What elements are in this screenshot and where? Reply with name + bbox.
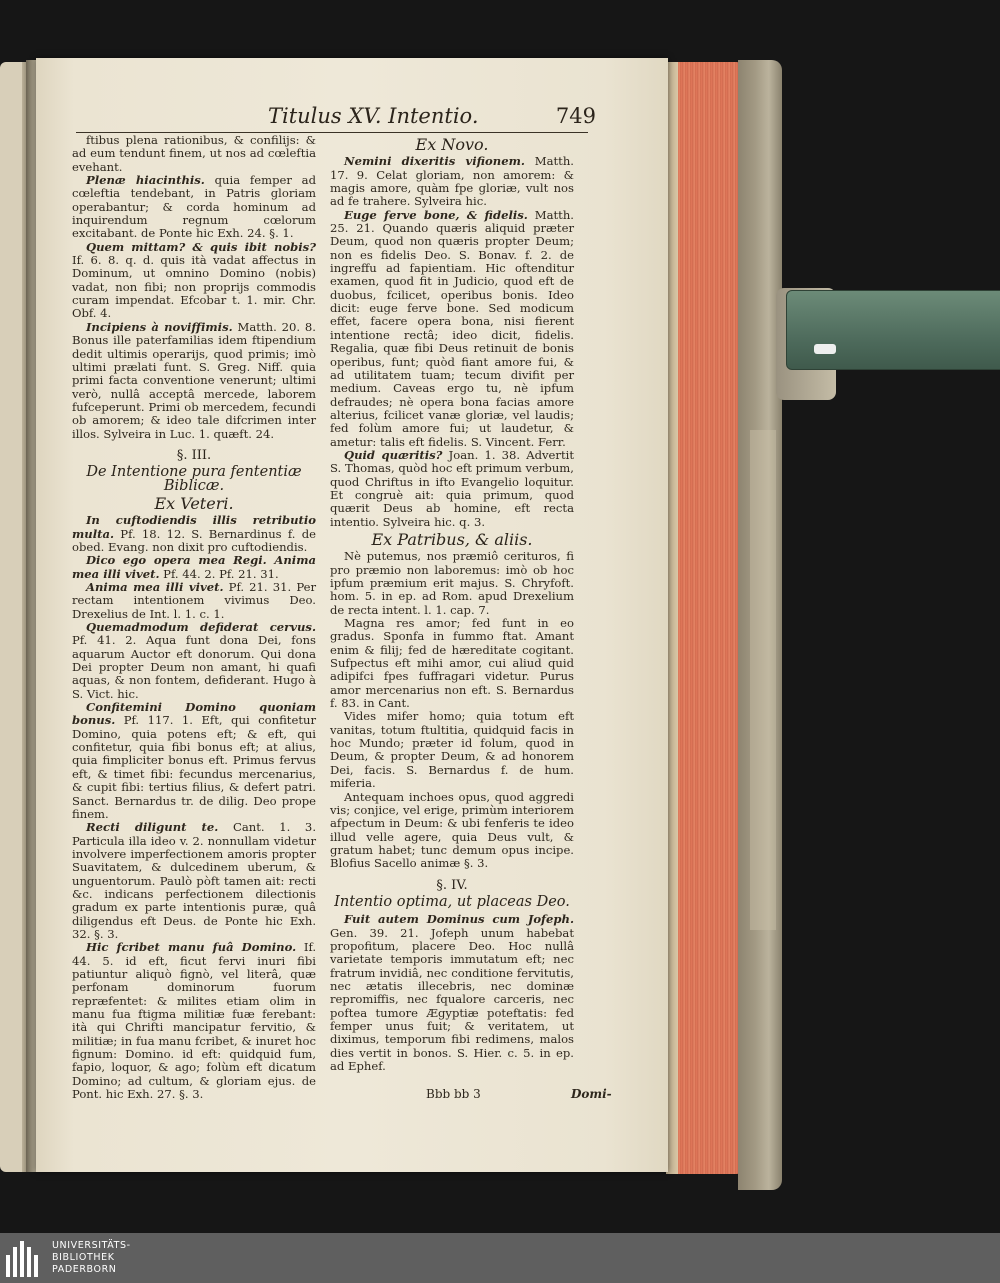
section-heading: De Intentione pura fententiæ Biblicæ. (86, 464, 302, 494)
paragraph (72, 941, 316, 1101)
clasp-hole (814, 344, 836, 354)
library-banner (0, 1233, 1000, 1283)
paragraph (72, 241, 316, 321)
scripture-lemma: Anima mea illi vivet. (86, 580, 224, 594)
running-head (76, 102, 596, 133)
scripture-lemma: Incipiens à noviffimis. (86, 319, 233, 334)
paragraph-text: ftibus plena rationibus, & confilijs: & ad eum tendunt finem, ut nos ad cœleftia evehant. (72, 133, 316, 174)
library-name-line1: UNIVERSITÄTS- (52, 1240, 131, 1251)
scripture-lemma: Confitemini Domino quoniam bonus. (72, 700, 316, 728)
section-heading: §. IV. (436, 877, 468, 893)
scripture-lemma: Quid quæritis? (344, 447, 443, 462)
paragraph (330, 913, 574, 1073)
paragraph (72, 821, 316, 941)
paragraph-text: Joan. 1. 38. Advertit S. Thomas, quòd hoc eft primum verbum, quod Chriftus in ifto Evangelio loquitur. Et congruè ait: quia primum, quod quærit Deus ab homine, eft recta intentio. Sylveira hic. q. 3. (330, 447, 574, 529)
section-heading: Ex Novo. (415, 135, 489, 154)
paragraph (72, 514, 316, 554)
library-name-line2: BIBLIOTHEK (52, 1252, 115, 1263)
section-heading: §. III. (176, 447, 212, 463)
paragraph-text: Pf. 117. 1. Eft, qui confitetur Domino, quia potens eft; & eft, qui confitetur, quia fibi bonus eft; at alius, quia fimpliciter bonus eft. Primus fervus eft, & timet fibi: fecundus mercenarius, & cupit fibi: tertius filius, & defert patri. Sanct. Bernardus tr. de dilig. Deo prope finem. (72, 713, 316, 821)
left-column (72, 134, 316, 1101)
metal-clasp (786, 290, 1000, 370)
scripture-lemma: Fuit autem Dominus cum Jofeph. (344, 912, 574, 927)
cover-wear (750, 430, 776, 930)
scripture-lemma: Dico ego opera mea Regi. Anima mea illi vivet. (72, 553, 316, 581)
page-number: 749 (555, 104, 596, 128)
paragraph-text: Antequam inchoes opus, quod aggredi vis; conjice, vel erige, primùm interiorem afpectum in Deum: & ubi fenferis te ideo illud velle agere, quia Deus vult, & gratum habet; tunc demum opus incipe. Blofius Sacello animæ §. 3. (330, 789, 574, 871)
library-name (52, 1240, 131, 1276)
paragraph (330, 617, 574, 710)
paragraph-text: If. 44. 5. id eft, ficut fervi inuri fibi patiuntur aliquò fignò, vel literâ, quæ perfonam dominorum fuorum repræfentet: & milites etiam olim in manu fua ftigma militiæ fuæ ferebant: ità qui Chrifti mancipatur fervitio, & militiæ; in fua manu fcribet, & inuret hoc fignum: Domino. id eft: quidquid fum, fapio, loquor, & ago; folùm eft dicatum Domino; ad cultum, & gloriam ejus. de Pont. hic Exh. 27. §. 3. (72, 940, 317, 1102)
book-page (36, 58, 668, 1172)
paragraph (330, 449, 574, 529)
section-heading: Intentio optima, ut placeas Deo. (334, 893, 570, 910)
scripture-lemma: Euge ferve bone, & fidelis. (344, 207, 528, 222)
paragraph (72, 701, 316, 821)
paragraph (330, 209, 574, 449)
library-logo-icon (6, 1239, 46, 1277)
paragraph (72, 174, 316, 241)
paragraph-text: Vides mifer homo; quia totum eft vanitas, totum ftultitia, quidquid facis in hoc Mundo; præter id folum, quod in Deum, & propter Deum, & ad honorem Dei, facis. S. Bernardus f. de hum. miferia. (330, 709, 574, 791)
catchword: Domi- (571, 1087, 612, 1101)
scripture-lemma: Recti diligunt te. (86, 820, 219, 835)
paragraph-text: Cant. 1. 3. Particula illa ideo v. 2. nonnullam videtur involvere imperfectionem amoris propter Suavitatem, & dulcedinem uberum, & unguentorum. Paulò pòft tamen ait: recti &c. indicans perfectionem dilectionis gradum ex parte intentionis puræ, quâ diligendus eft Deus. de Ponte hic Exh. 32. §. 3. (72, 820, 316, 941)
paragraph (330, 155, 574, 208)
scripture-lemma: Nemini dixeritis vifionem. (344, 154, 525, 169)
paragraph (72, 134, 316, 174)
paragraph-text: Matth. 20. 8. Bonus ille paterfamilias idem ftipendium dedit ultimis operarijs, quod primis; imò ultimi prælati funt. S. Greg. Niff. quia primi facta conventione venerunt; ultimi verò, nullâ acceptâ mercede, laborem fufceperunt. Primi ob mercedem, fecundi ob amorem; & ideo tale difcrimen inter illos. Sylveira in Luc. 1. quæft. 24. (72, 319, 316, 441)
scripture-lemma: Hic fcribet manu fuâ Domino. (86, 940, 297, 955)
section-heading: Ex Patribus, & aliis. (371, 529, 533, 549)
paragraph-text: If. 6. 8. q. d. quis ità vadat affectus in Dominum, ut omnino Domino (nobis) vadat, non fibi; non proprijs commodis curam impendat. Efcobar t. 1. mir. Chr. Obf. 4. (72, 253, 316, 321)
paragraph (330, 710, 574, 790)
paragraph-text: Matth. 25. 21. Quando quæris aliquid præter Deum, quod non quæris propter Deum; non es fidelis Deo. S. Bonav. f. 2. de ingreffu ad fapientiam. Hic oftenditur examen, quod fit in Judicio, quod eft de duobus, fcilicet, operibus bonis. Ideo dicit: euge ferve bone. Sed modicum effet, facere opera bona, nisi fierent intentione rectâ; ideo dicit, fidelis. Regalia, quæ fibi Deus retinuit de bonis operibus, funt; quòd fiant amore fui, & ad utilitatem tuam; tecum divifit per medium. Caveas ergo tu, nè ipfum defraudes; nè opera bona facias amore alterius, fcilicet vanæ gloriæ, vel laudis; fed folùm amore fui; ut laudetur, & ametur: talis eft fidelis. S. Vincent. Ferr. (330, 207, 574, 449)
left-page-edge (0, 62, 28, 1172)
paragraph-text: Pf. 18. 12. S. Bernardinus f. de obed. Evang. non dixit pro cuftodiendis. (72, 526, 316, 554)
paragraph-text: Pf. 44. 2. Pf. 21. 31. (159, 566, 279, 581)
paragraph (72, 321, 316, 441)
scripture-lemma: Plenæ hiacinthis. (86, 173, 205, 188)
scripture-lemma: In cuftodiendis illis retributio multa. (72, 513, 316, 541)
paragraph-text: Pf. 21. 31. Per rectam intentionem vivimus Deo. Drexelius de Int. l. 1. c. 1. (72, 580, 317, 621)
paragraph-text: Matth. 17. 9. Celat gloriam, non amorem: & magis amore, quàm fpe gloriæ, vult nos ad fe trahere. Sylveira hic. (330, 154, 574, 209)
section-heading: Ex Veteri. (154, 493, 234, 513)
library-name-line3: PADERBORN (52, 1264, 117, 1275)
paragraph-text: Pf. 41. 2. Aqua funt dona Dei, fons aquarum Auctor eft donorum. Qui dona Dei propter Deum non amant, hi quafi aquas, & non fontem, defiderant. Hugo à S. Vict. hic. (72, 633, 316, 701)
signature-mark: Bbb bb 3 (426, 1087, 481, 1101)
scripture-lemma: Quemadmodum defiderat cervus. (86, 620, 316, 635)
right-column (330, 134, 574, 1073)
running-title: Titulus XV. Intentio. (268, 104, 479, 128)
red-page-edges (666, 62, 744, 1174)
paragraph (72, 554, 316, 581)
paragraph-text: Magna res amor; fed funt in eo gradus. Sponfa in fummo ftat. Amant enim & filij; fed de hæreditate cogitant. Sufpectus eft mihi amor, cui aliud quid adipifci fpes fuffragari videtur. Purus amor mercenarius non eft. S. Bernardus f. 83. in Cant. (330, 616, 574, 711)
paragraph-text: quia femper ad cœleftia tendebant, in Patris gloriam operabantur; & corda hominum ad inquirendum regnum cœlorum excitabant. de Ponte hic Exh. 24. §. 1. (72, 173, 316, 241)
paragraph (72, 581, 316, 621)
paragraph (72, 621, 316, 701)
paragraph (330, 550, 574, 617)
scripture-lemma: Quem mittam? & quis ibit nobis? (86, 239, 316, 254)
paragraph-text: Gen. 39. 21. Jofeph unum habebat propofitum, placere Deo. Hoc nullâ varietate temporis immutatum eft; nec fratrum invidiâ, nec conditione fervitutis, nec ætatis illecebris, nec dominæ repromiffis, nec fqualore carceris, nec poftea tumore Ægyptiæ poteftatis: fed femper unus fuit; & veritatem, ut diximus, temporum fibi redimens, malos dies vertit in bonos. S. Hier. c. 5. in ep. ad Ephef. (330, 925, 574, 1074)
paragraph (330, 791, 574, 871)
paragraph-text: Nè putemus, nos præmiô cerituros, fi pro præmio non laboremus: imò ob hoc ipfum præmium erit majus. S. Chryfoft. hom. 5. in ep. ad Rom. apud Drexelium de recta intent. l. 1. cap. 7. (330, 549, 574, 617)
